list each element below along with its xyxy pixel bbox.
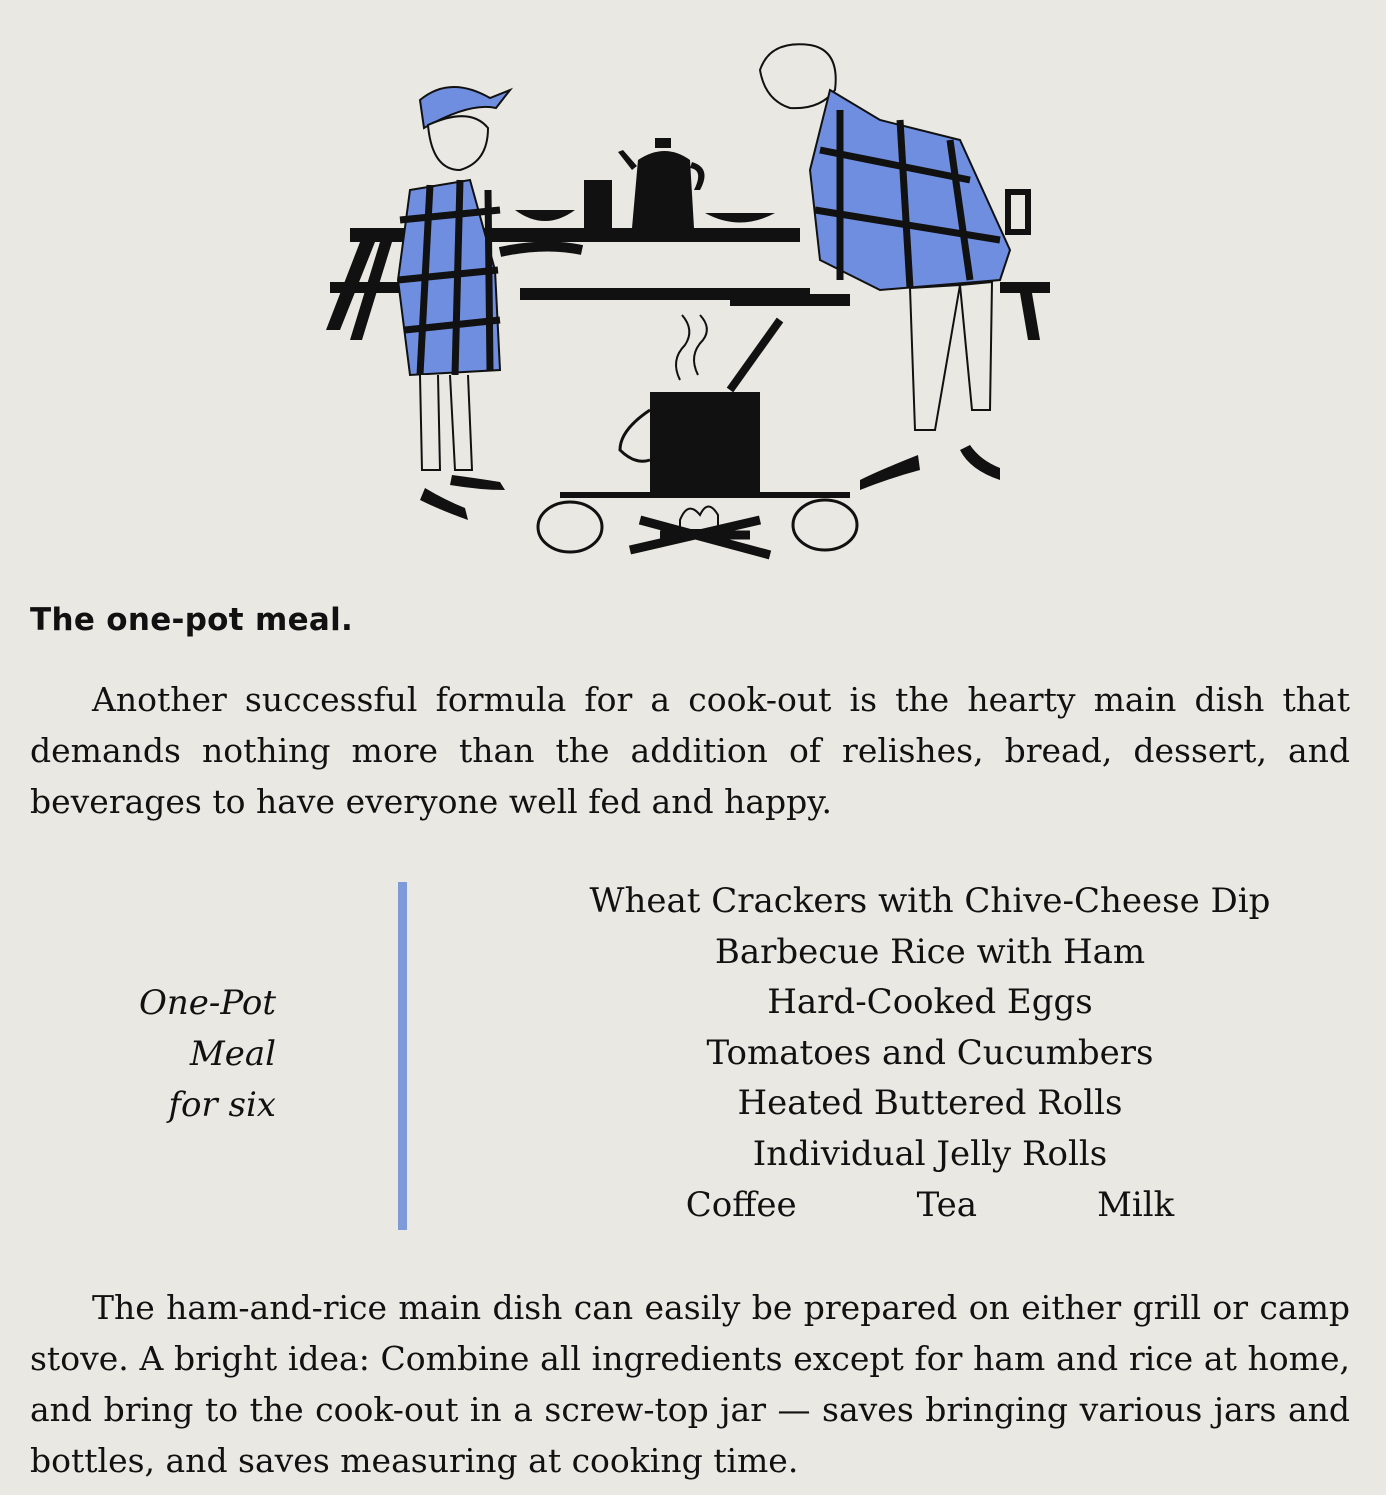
section-heading: The one-pot meal. [30,602,354,638]
menu-item: Barbecue Rice with Ham [714,931,1146,972]
menu-item: Wheat Crackers with Chive-Cheese Dip [589,881,1271,921]
drinks-row [520,1180,1340,1231]
menu-label-line: Meal [189,1034,276,1074]
menu-label-line: for six [168,1085,276,1125]
campfire [538,500,857,555]
cooking-pot [560,320,850,498]
menu-item: Individual Jelly Rolls [752,1133,1108,1174]
woman-figure [730,44,1010,490]
intro-paragraph: Another successful formula for a cook-out is the hearty main dish that demands nothing more than the addition of relishes, bread, dessert, and beverages to have everyone well fed and happy. [30,680,1350,821]
drink-item: Milk [1097,1184,1175,1225]
menu-label [139,978,276,1131]
drink-item: Tea [916,1184,978,1225]
boy-figure [398,87,582,520]
menu-divider-rule [398,882,407,1230]
drink-item: Coffee [685,1184,797,1225]
menu-list [520,876,1340,1230]
closing-paragraph: The ham-and-rice main dish can easily be prepared on either grill or camp stove. A bright idea: Combine all ingredients except for ham and rice at home, and bring to the cook-out in a screw-top jar — saves bringing various jars and bottles, and saves measuring at cooking time. [30,1288,1350,1480]
menu-item: Tomatoes and Cucumbers [706,1032,1154,1073]
menu-item: Hard-Cooked Eggs [767,982,1093,1023]
menu-item: Heated Buttered Rolls [737,1083,1123,1124]
cookout-illustration [320,30,1060,570]
menu-label-line: One-Pot [138,983,276,1023]
steam [676,315,707,380]
